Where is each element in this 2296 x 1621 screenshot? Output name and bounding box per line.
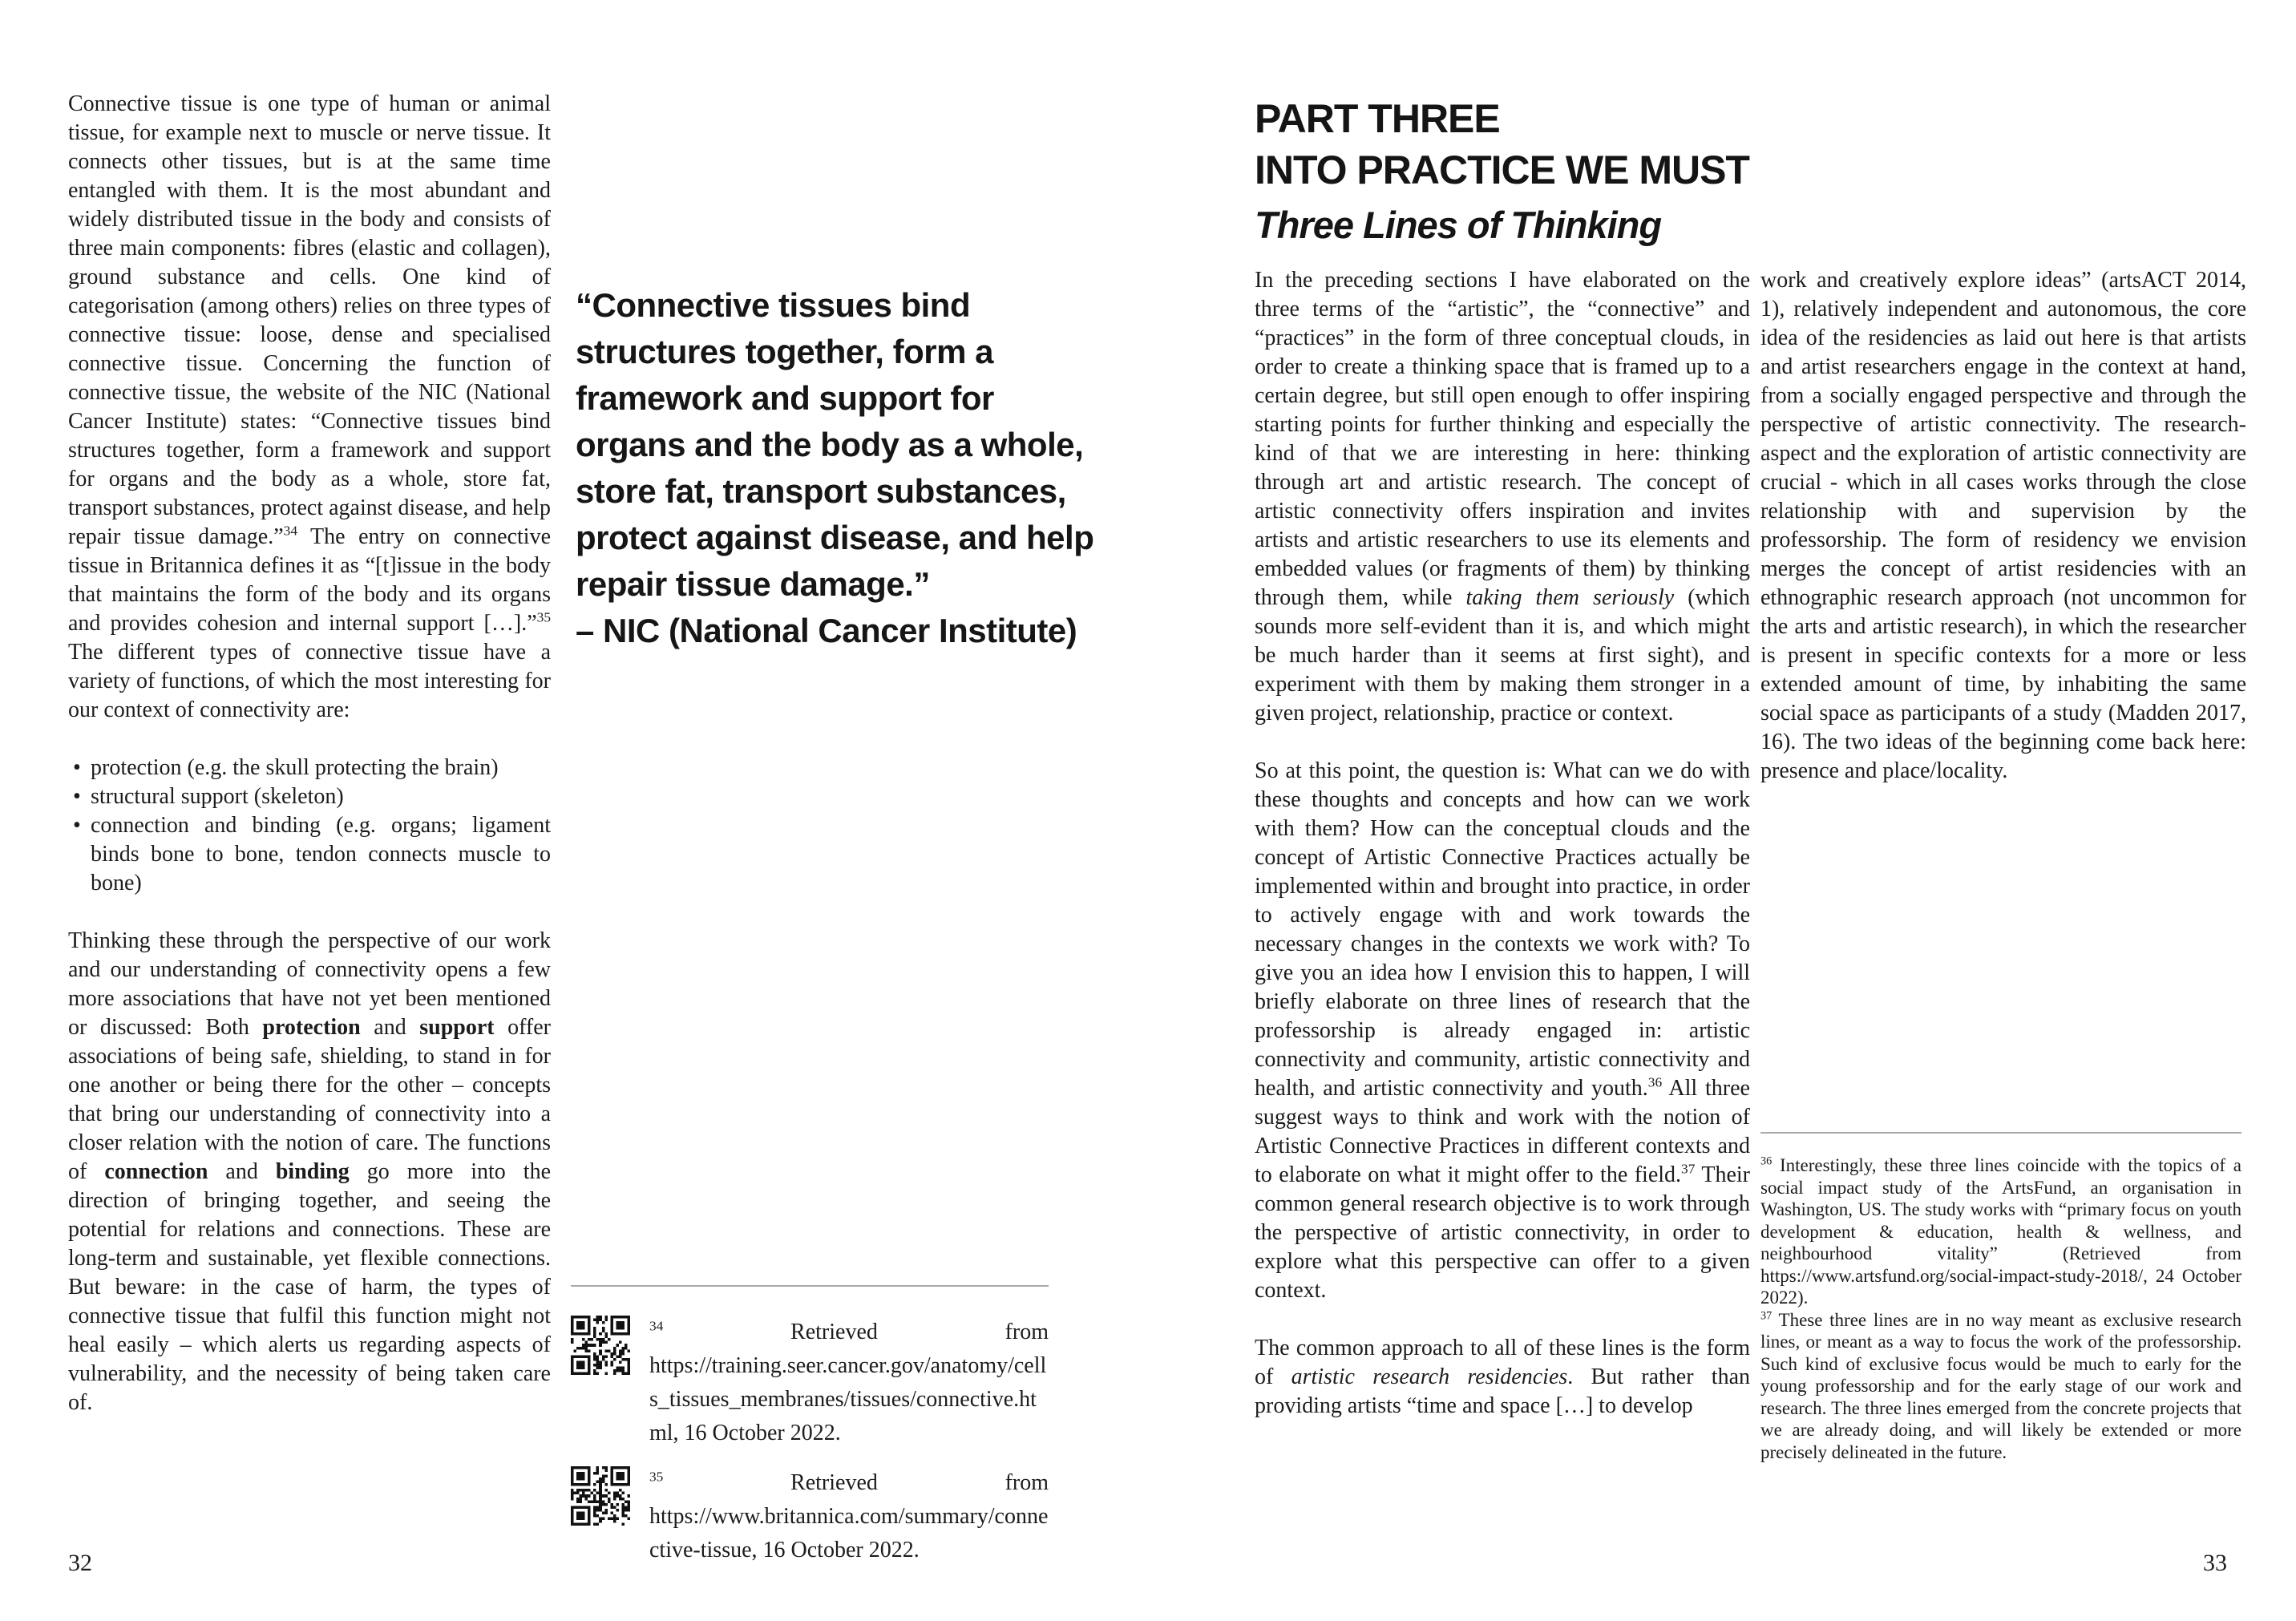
right-body-column-2 (1760, 266, 2246, 786)
pull-quote-text: “Connective tissues bind structures together, form a framework and support for organs and the body as a whole, store fat, transport substances, protect against disease, and help repair tissue damage.” (576, 286, 1094, 603)
qr-code-icon (571, 1316, 630, 1375)
footnote-text: $^{34}$ Retrieved from https://training.seer.cancer.gov/anatomy/cells_tissues_membranes/tissues/connective.html, 16 October 2022. (649, 1318, 1049, 1445)
left-footnotes (571, 1285, 1049, 1567)
footnote-text: $^{35}$ Retrieved from https://www.britannica.com/summary/connective-tissue, 16 October 2022. (649, 1469, 1049, 1562)
pull-quote (576, 282, 1095, 654)
bullet-item: • structural support (skeleton) (68, 782, 551, 811)
part-subtitle: Three Lines of Thinking (1255, 204, 1662, 246)
bullet-item: • connection and binding (e.g. organs; ligament binds bone to bone, tendon connects muscle to bone) (68, 811, 551, 898)
footnote-marker: 36 (1760, 1154, 1773, 1168)
qr-code-icon (571, 1466, 630, 1526)
bullet-list (68, 754, 551, 898)
paragraph: Connective tissue is one type of human or animal tissue, for example next to muscle or nerve tissue. It connects other tissues, but is at the same time entangled with them. It is the most abundant and widely distributed tissue in the body and consists of three main components: fibres (elastic and collagen), ground substance and cells. One kind of categorisation (among others) relies on three types of connective tissue: loose, dense and specialised connective tissue. Concerning the function of connective tissue, the website of the NIC (National Cancer Institute) states: “Connective tissues bind structures together, form a framework and support for organs and the body as a whole, store fat, transport substances, protect against disease, and help repair tissue damage.”$^{34}$ The entry on connective tissue in Britannica defines it as “[t]issue in the body that maintains the form of the body and its organs and provides cohesion and internal support […].”$^{35}$ The different types of connective tissue have a variety of functions, of which the most interesting for our context of connectivity are: (68, 91, 551, 722)
paragraph: In the preceding sections I have elaborated on the three terms of the “artistic”, the “connective” and “practices” in the form of three conceptual clouds, in order to create a thinking space that is framed up to a certain degree, but still open enough to offer inspiring starting points for further thinking and especially the kind of that we are interesting in here: thinking through art and artistic research. The concept of artistic connectivity offers inspiration and invites artists and artistic researchers to use its elements and embedded values (or fragments of them) by thinking through them, while taking them seriously (which sounds more self-evident than it is, and which might be much harder than it seems at first sight), and experiment with them by making them stronger in a given project, relationship, practice or context. (1255, 268, 1750, 726)
paragraph: work and creatively explore ideas” (artsACT 2014, 1), relatively independent and autonomous, the core idea of the residencies as laid out here is that artists and artist researchers engage in the context at hand, from a socially engaged perspective and through the perspective of artistic connectivity. The research-aspect and the exploration of artistic connectivity are crucial - which in all cases works through the close relationship with and supervision by the professorship. The form of residency we envision merges the concept of artist residencies with an ethnographic research approach (not uncommon for the arts and artistic research), in which the researcher is present in specific contexts for a more or less extended amount of time, by inhabiting the same social space as participants of a study (Madden 2017, 16). The two ideas of the beginning come back here: presence and place/locality. (1760, 268, 2246, 783)
footnote-marker: 35 (649, 1469, 664, 1485)
left-body-column (68, 90, 551, 1417)
paragraph: Thinking these through the perspective of our work and our understanding of connectivity opens a few more associations that have not yet been mentioned or discussed: Both protection and support offer associations of being safe, shielding, to stand in for one another or being there for the other – concepts that bring our understanding of connectivity into a closer relation with the notion of care. The functions of connection and binding go more into the direction of bringing together, and seeing the potential for relations and connections. These are long-term and sustainable, yet flexible connections. But beware: in the case of harm, the types of connective tissue that fulfil this function might not heal easily – which alerts us regarding aspects of vulnerability, and the necessity of being taken care of. (68, 928, 551, 1415)
bullet-item: • protection (e.g. the skull protecting the brain) (68, 754, 551, 782)
footnote (571, 1316, 1049, 1450)
footnote (571, 1466, 1049, 1567)
right-body-column-1 (1255, 266, 1750, 1421)
footnote-marker: 37 (1760, 1308, 1773, 1322)
footnote: $^{36}$ Interestingly, these three lines coincide with the topics of a social impact study of the ArtsFund, an organisation in Washington, US. The study works with “primary focus on youth development & education, health & wellness, and neighbourhood vitality” (Retrieved from https://www.artsfund.org/social-impact-study-2018/, 24 October 2022). (1760, 1154, 2242, 1308)
page-number-right: 33 (2203, 1550, 2227, 1576)
part-header (1255, 93, 1749, 250)
footnote-marker: 34 (649, 1318, 664, 1334)
right-footnotes (1760, 1132, 2241, 1463)
part-title: INTO PRACTICE WE MUST (1255, 148, 1749, 192)
paragraph: The common approach to all of these lines is the form of artistic research residencies. But rather than providing artists “time and space […] to develop (1255, 1336, 1751, 1418)
part-kicker: PART THREE (1255, 96, 1500, 141)
footnote: $^{37}$ These three lines are in no way meant as exclusive research lines, or meant as a way to focus the work of the professorship. Such kind of exclusive focus would be much to early for the young professorship and for the early stage of our work and research. The three lines emerged from the concrete projects that we are already doing, and will likely be extended or more precisely delineated in the future. (1760, 1308, 2241, 1462)
page-number-left: 32 (68, 1550, 92, 1576)
pull-quote-attribution: – NIC (National Cancer Institute) (576, 612, 1077, 649)
paragraph: So at this point, the question is: What can we do with these thoughts and concepts and how can we work with them? How can the conceptual clouds and the concept of Artistic Connective Practices actually be implemented within and brought into practice, in order to actively engage with and work towards the necessary changes in the contexts we work with? To give you an idea how I envision this to happen, I will briefly elaborate on three lines of research that the professorship is already engaged in: artistic connectivity and community, artistic connectivity and health, and artistic connectivity and youth.$^{36}$ All three suggest ways to think and work with the notion of Artistic Connective Practices in different contexts and to elaborate on what it might offer to the field.$^{37}$ Their common general research objective is to work through the perspective of artistic connectivity, in order to explore what this perspective can offer to a given context. (1255, 758, 1750, 1303)
